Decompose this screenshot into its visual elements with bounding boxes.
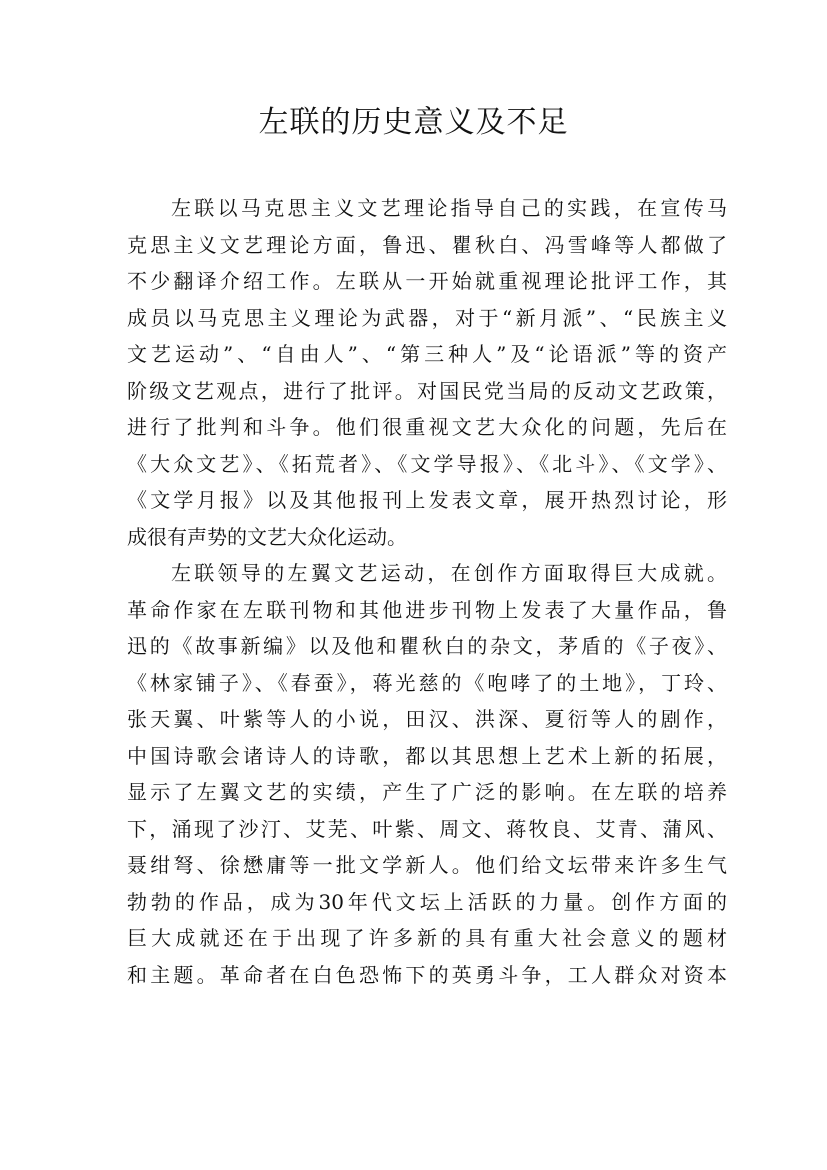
text-line: 张天翼、叶紫等人的小说，田汉、洪深、夏衍等人的剧作， bbox=[127, 707, 727, 731]
text-line: 中国诗歌会诸诗人的诗歌，都以其思想上艺术上新的拓展， bbox=[127, 743, 727, 768]
text-line: 和主题。革命者在白色恐怖下的英勇斗争，工人群众对资本 bbox=[127, 962, 727, 987]
text-line: 左联以马克思主义文艺理论指导自己的实践，在宣传马 bbox=[171, 196, 727, 220]
text-line: 不少翻译介绍工作。左联从一开始就重视理论批评工作，其 bbox=[127, 269, 727, 293]
text-line: 《文学月报》以及其他报刊上发表文章，展开热烈讨论，形 bbox=[127, 488, 727, 512]
text-line: 下，涌现了沙汀、艾芜、叶紫、周文、蒋牧良、艾青、蒲风、 bbox=[127, 816, 727, 841]
text-line: 聂绀弩、徐懋庸等一批文学新人。他们给文坛带来许多生气 bbox=[127, 853, 727, 877]
text-line: 显示了左翼文艺的实绩，产生了广泛的影响。在左联的培养 bbox=[127, 780, 727, 804]
document-title: 左联的历史意义及不足 bbox=[258, 105, 569, 140]
text-line: 进行了批判和斗争。他们很重视文艺大众化的问题，先后在 bbox=[127, 415, 727, 439]
text-line: 文艺运动”、“自由人”、“第三种人”及“论语派”等的资产 bbox=[127, 342, 727, 366]
text-line: 阶级文艺观点，进行了批评。对国民党当局的反动文艺政策， bbox=[127, 378, 727, 403]
text-line: 《大众文艺》、《拓荒者》、《文学导报》、《北斗》、《文学》、 bbox=[127, 451, 727, 476]
text-line: 《林家铺子》、《春蚕》，蒋光慈的《咆哮了的土地》，丁玲、 bbox=[127, 670, 727, 695]
text-line: 成很有声势的文艺大众化运动。 bbox=[127, 524, 407, 549]
text-line: 克思主义文艺理论方面，鲁迅、瞿秋白、冯雪峰等人都做了 bbox=[127, 232, 727, 257]
text-line: 左联领导的左翼文艺运动，在创作方面取得巨大成就。 bbox=[171, 561, 727, 585]
text-line: 革命作家在左联刊物和其他进步刊物上发表了大量作品，鲁 bbox=[127, 597, 727, 622]
text-line: 成员以马克思主义理论为武器，对于“新月派”、“民族主义 bbox=[127, 305, 727, 330]
document-body bbox=[127, 190, 727, 993]
text-line: 勃勃的作品，成为30年代文坛上活跃的力量。创作方面的 bbox=[127, 889, 727, 914]
text-line: 巨大成就还在于出现了许多新的具有重大社会意义的题材 bbox=[127, 926, 727, 950]
text-line: 迅的《故事新编》以及他和瞿秋白的杂文，茅盾的《子夜》、 bbox=[127, 634, 727, 658]
